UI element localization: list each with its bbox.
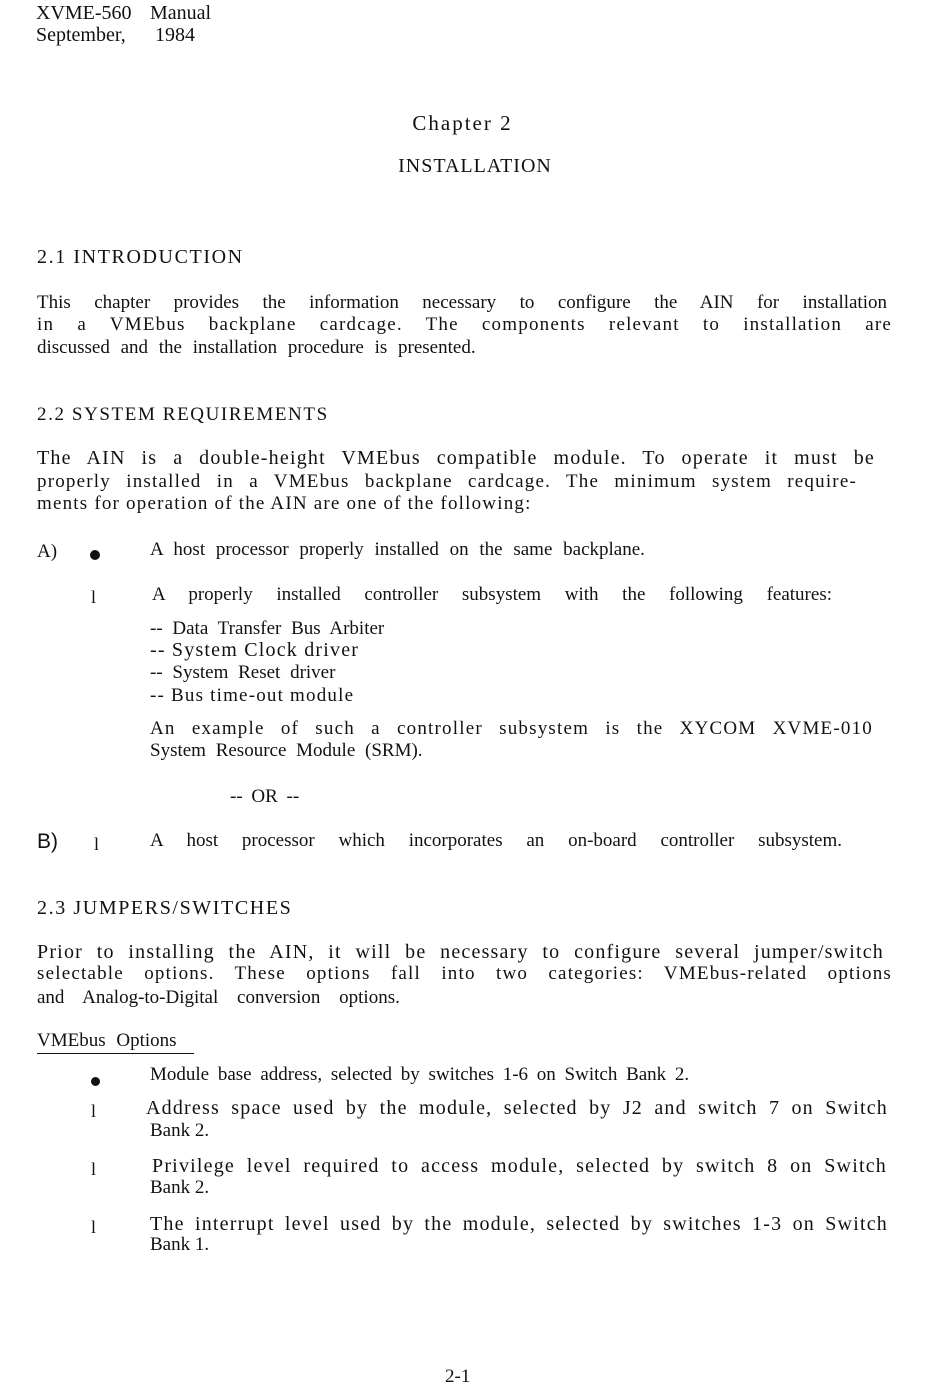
jumpers-line-3: and Analog-to-Digital conversion options. (37, 987, 400, 1008)
example-line-2: System Resource Module (SRM). (150, 740, 423, 761)
feature-3: -- System Reset driver (150, 662, 336, 683)
vme-option-3-line-1: Privilege level required to access module, selected by switch 8 on Switch (152, 1155, 887, 1177)
vme-option-4-marker: l (91, 1217, 97, 1237)
vme-option-2-line-2: Bank 2. (150, 1120, 210, 1141)
intro-line-2: in a VMEbus backplane cardcage. The components relevant to installation are (37, 314, 892, 335)
option-a-label: A) (37, 541, 58, 562)
bullet-icon (91, 1073, 100, 1091)
sysreq-line-1: The AIN is a double-height VMEbus compatible module. To operate it must be (37, 447, 875, 469)
page-number: 2-1 (445, 1366, 471, 1387)
doc-month: September, (36, 24, 126, 46)
option-b-label: B) (37, 830, 58, 853)
section-2-3-heading: 2.3 JUMPERS/SWITCHES (37, 897, 293, 919)
vme-option-2-line-1: Address space used by the module, selected by J2 and switch 7 on Switch (146, 1097, 888, 1119)
vme-option-4-line-2: Bank 1. (150, 1234, 210, 1255)
option-a-item-2: A properly installed controller subsystem with the following features: (152, 584, 832, 605)
section-2-2-heading: 2.2 SYSTEM REQUIREMENTS (37, 404, 329, 425)
chapter-label: Chapter 2 (412, 111, 513, 135)
vmebus-options-label: VMEbus Options (37, 1030, 194, 1054)
option-a-item-1: A host processor properly installed on the same backplane. (150, 539, 645, 560)
vme-option-4-line-1: The interrupt level used by the module, selected by switches 1-3 on Switch (150, 1213, 888, 1235)
option-a-item-2-marker: l (91, 587, 97, 607)
bullet-icon (90, 547, 100, 565)
intro-line-3: discussed and the installation procedure is presented. (37, 337, 476, 358)
example-line-1: An example of such a controller subsystem is the XYCOM XVME-010 (150, 718, 873, 739)
feature-2: -- System Clock driver (150, 639, 360, 661)
option-b-item: A host processor which incorporates an on-board controller subsystem. (150, 830, 842, 851)
doc-year: 1984 (155, 24, 195, 46)
feature-1: -- Data Transfer Bus Arbiter (150, 618, 385, 639)
option-b-marker: l (94, 834, 100, 854)
vme-option-2-marker: l (91, 1101, 97, 1121)
vme-option-3-marker: l (91, 1159, 97, 1179)
chapter-title: INSTALLATION (398, 155, 552, 177)
or-separator: -- OR -- (230, 786, 300, 807)
vme-option-3-line-2: Bank 2. (150, 1177, 210, 1198)
sysreq-line-3: ments for operation of the AIN are one of the following: (37, 493, 532, 514)
sysreq-line-2: properly installed in a VMEbus backplane cardcage. The minimum system require- (37, 471, 857, 492)
jumpers-line-2: selectable options. These options fall into two categories: VMEbus-related options (37, 963, 892, 984)
intro-line-1: This chapter provides the information necessary to configure the AIN for installation (37, 292, 887, 313)
vme-option-1: Module base address, selected by switches 1-6 on Switch Bank 2. (150, 1064, 690, 1085)
doc-id: XVME-560 (36, 2, 132, 24)
vmebus-options-subheading (37, 1030, 194, 1054)
feature-4: -- Bus time-out module (150, 685, 355, 706)
jumpers-line-1: Prior to installing the AIN, it will be necessary to configure several jumper/switch (37, 941, 884, 963)
section-2-1-heading: 2.1 INTRODUCTION (37, 246, 244, 268)
doc-type: Manual (150, 2, 212, 24)
